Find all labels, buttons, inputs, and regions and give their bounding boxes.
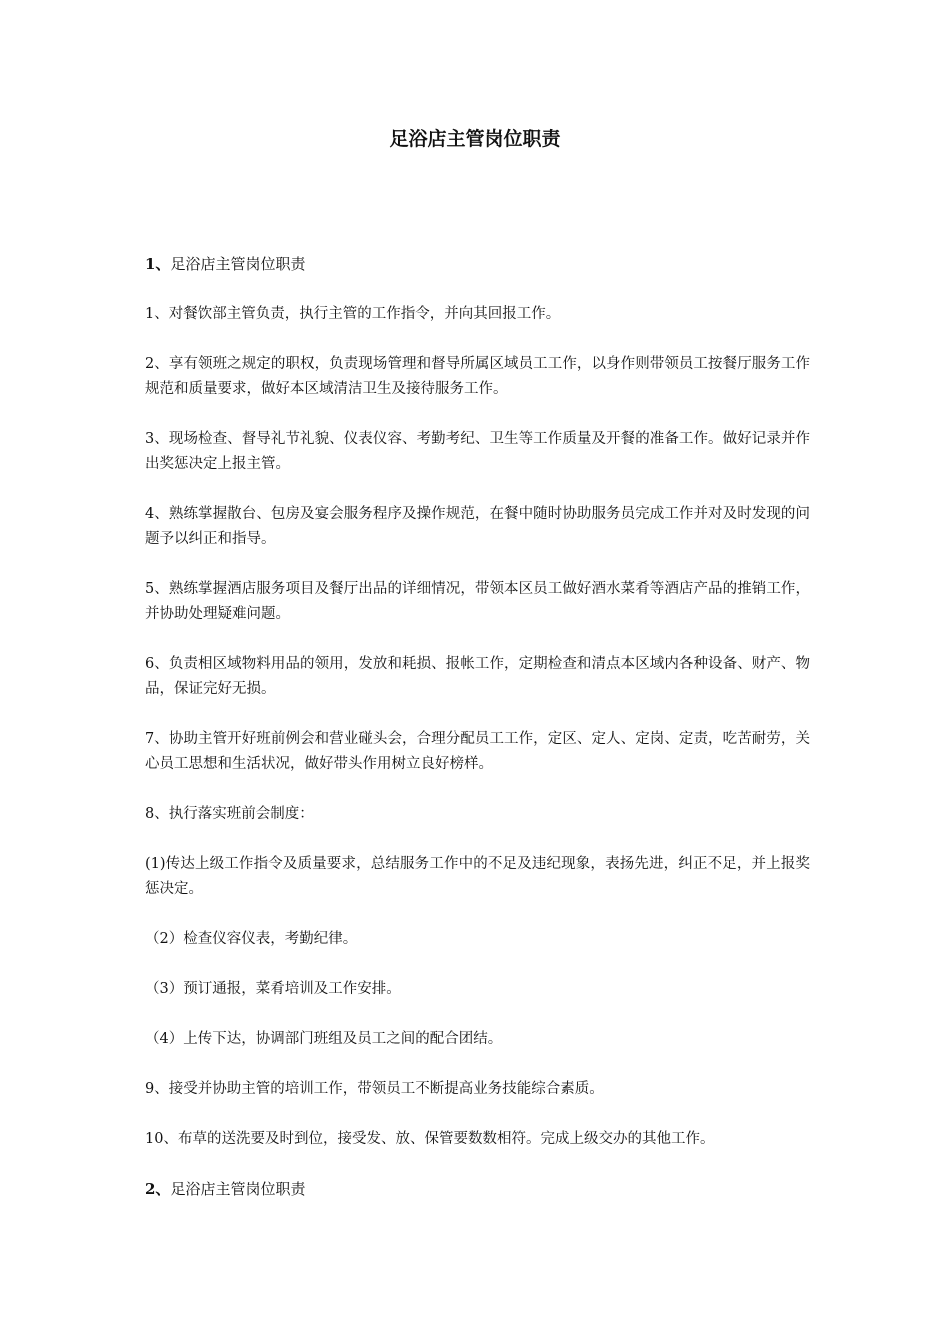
paragraph: 9、接受并协助主管的培训工作，带领员工不断提高业务技能综合素质。 [145,1081,604,1097]
paragraph: 6、负责相区域物料用品的领用，发放和耗损、报帐工作，定期检查和清点本区域内各种设备、财产、物品，保证完好无损。 [145,656,810,697]
section-heading-text: 足浴店主管岗位职责 [170,1180,306,1198]
document-title: 足浴店主管岗位职责 [389,128,561,150]
section-heading-text: 足浴店主管岗位职责 [170,255,306,273]
paragraph: （3）预订通报，菜肴培训及工作安排。 [145,981,401,997]
document-body [145,252,810,1227]
paragraph: 7、协助主管开好班前例会和营业碰头会，合理分配员工工作，定区、定人、定岗、定责，吃苦耐劳，关心员工思想和生活状况，做好带头作用树立良好榜样。 [145,731,810,772]
paragraph: 10、布草的送洗要及时到位，接受发、放、保管要数数相符。完成上级交办的其他工作。 [145,1131,715,1147]
paragraph: 3、现场检查、督导礼节礼貌、仪表仪容、考勤考纪、卫生等工作质量及开餐的准备工作。做好记录并作出奖惩决定上报主管。 [145,431,810,472]
paragraph: (1)传达上级工作指令及质量要求，总结服务工作中的不足及违纪现象，表扬先进，纠正不足，并上报奖惩决定。 [145,856,810,897]
paragraph: 4、熟练掌握散台、包房及宴会服务程序及操作规范，在餐中随时协助服务员完成工作并对及时发现的问题予以纠正和指导。 [145,506,810,547]
paragraph: 1、对餐饮部主管负责，执行主管的工作指令，并向其回报工作。 [145,306,561,322]
paragraph: 8、执行落实班前会制度： [145,806,314,822]
section-number: 1、 [145,255,171,273]
section-heading-2 [145,1177,810,1202]
paragraph: （4）上传下达，协调部门班组及员工之间的配合团结。 [145,1031,503,1047]
paragraph: 5、熟练掌握酒店服务项目及餐厅出品的详细情况，带领本区员工做好酒水菜肴等酒店产品的推销工作，并协助处理疑难问题。 [145,581,810,622]
section-heading-1 [145,252,810,277]
paragraph: （2）检查仪容仪表，考勤纪律。 [145,931,358,947]
paragraph: 2、享有领班之规定的职权，负责现场管理和督导所属区域员工工作，以身作则带领员工按餐厅服务工作规范和质量要求，做好本区域清洁卫生及接待服务工作。 [145,356,810,397]
section-number: 2、 [145,1180,171,1198]
